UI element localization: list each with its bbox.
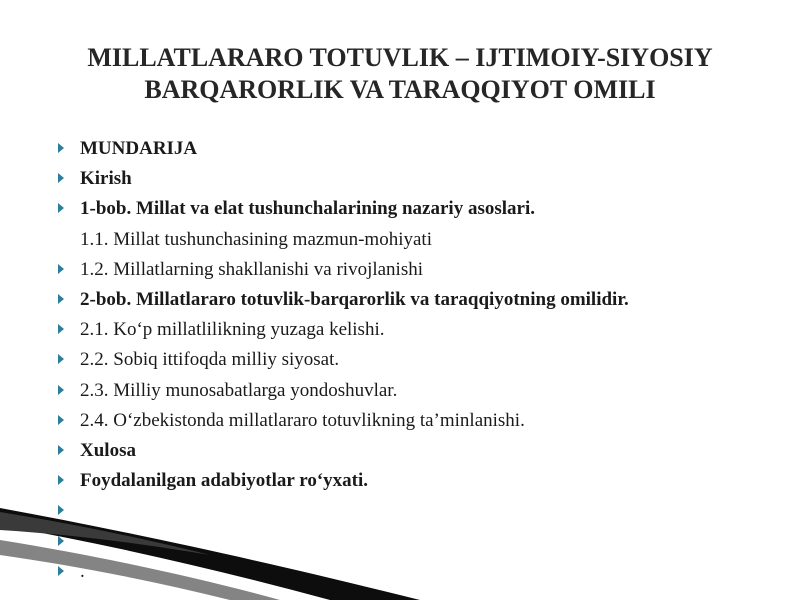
list-item-text: 2.1. Ko‘p millatlilikning yuzaga kelishi. xyxy=(80,319,385,341)
list-item xyxy=(0,136,800,166)
bullet-arrow-icon xyxy=(58,294,64,304)
list-item xyxy=(0,378,800,408)
list-item-text: Xulosa xyxy=(80,440,136,461)
title-line-1: MILLATLARARO TOTUVLIK – IJTIMOIY-SIYOSIY xyxy=(87,43,713,72)
list-item xyxy=(0,559,800,589)
list-item-text: 2.2. Sobiq ittifoqda milliy siyosat. xyxy=(80,349,340,371)
list-item xyxy=(0,166,800,196)
bullet-arrow-icon xyxy=(58,505,64,515)
list-item-text: Foydalanilgan adabiyotlar ro‘yxati. xyxy=(80,470,369,492)
bullet-arrow-icon xyxy=(58,264,64,274)
bullet-arrow-icon xyxy=(58,445,64,455)
list-item xyxy=(0,408,800,438)
list-item xyxy=(0,347,800,377)
list-item-text: MUNDARIJA xyxy=(80,138,198,159)
list-item xyxy=(0,498,800,528)
list-item xyxy=(0,529,800,559)
list-item xyxy=(0,317,800,347)
title-line-2: BARQARORLIK VA TARAQQIYOT OMILI xyxy=(144,75,656,104)
list-item-text: Kirish xyxy=(80,168,132,190)
list-item-text: 2-bob. Millatlararo totuvlik-barqarorlik va taraqqiyotning omilidir. xyxy=(80,289,629,310)
bullet-arrow-icon xyxy=(58,324,64,334)
bullet-arrow-icon xyxy=(58,475,64,485)
bullet-arrow-icon xyxy=(58,143,64,153)
list-item xyxy=(0,196,800,226)
list-item xyxy=(0,438,800,468)
list-item xyxy=(0,468,800,498)
bullet-arrow-icon xyxy=(58,536,64,546)
bullet-arrow-icon xyxy=(58,415,64,425)
bullet-arrow-icon xyxy=(58,566,64,576)
bullet-arrow-icon xyxy=(58,385,64,395)
list-item-text: . xyxy=(80,560,85,582)
list-item-text: 1.2. Millatlarning shakllanishi va rivojlanishi xyxy=(80,258,424,280)
list-item-text: 1-bob. Millat va elat tushunchalarining nazariy asoslari. xyxy=(80,198,535,220)
list-item xyxy=(0,227,800,257)
bullet-arrow-icon xyxy=(58,354,64,364)
bullet-arrow-icon xyxy=(58,203,64,213)
list-item xyxy=(0,257,800,287)
list-item xyxy=(0,287,800,317)
list-item-text: 1.1. Millat tushunchasining mazmun-mohiyati xyxy=(80,228,432,250)
list-item-text: 2.4. O‘zbekistonda millatlararo totuvlikning ta’minlanishi. xyxy=(80,409,525,431)
bullet-arrow-icon xyxy=(58,173,64,183)
slide-title xyxy=(40,42,760,106)
list-item-text: 2.3. Milliy munosabatlarga yondoshuvlar. xyxy=(80,379,398,401)
